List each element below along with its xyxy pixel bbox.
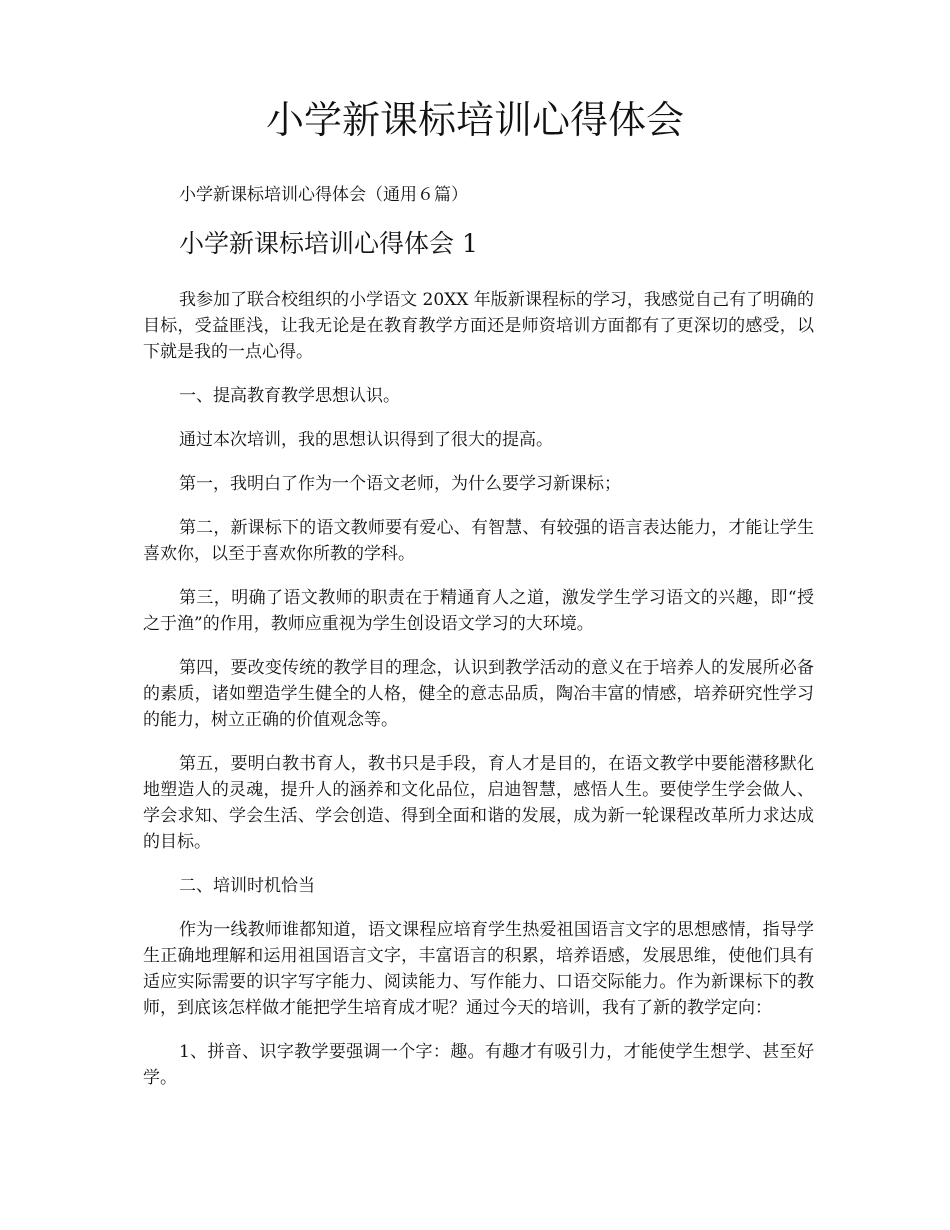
paragraph: 第一，我明白了作为一个语文老师，为什么要学习新课标；: [179, 474, 621, 494]
paragraph: 1、拼音、识字教学要强调一个字：趣。有趣才有吸引力，才能使学生想学、甚至好学。: [143, 1042, 814, 1088]
document-subtitle: 小学新课标培训心得体会（通用６篇）: [179, 185, 468, 205]
section-heading: 小学新课标培训心得体会 1: [179, 229, 478, 258]
paragraph: 第五，要明白教书育人，教书只是手段，育人才是目的，在语文教学中要能潜移默化地塑造人的灵魂，提升人的涵养和文化品位，启迪智慧，感悟人生。要使学生学会做人、学会求知、学会生活、学会创造、得到全面和谐的发展，成为新一轮课程改革所力求达成的目标。: [143, 754, 814, 852]
paragraph: 通过本次培训，我的思想认识得到了很大的提高。: [179, 430, 553, 450]
paragraph: 第三，明确了语文教师的职责在于精通育人之道，激发学生学习语文的兴趣，即“授之于渔”的作用，教师应重视为学生创设语文学习的大环境。: [143, 588, 814, 634]
document-body: [143, 287, 814, 1109]
document-title: 小学新课标培训心得体会: [265, 98, 684, 142]
paragraph: 作为一线教师谁都知道，语文课程应培育学生热爱祖国语言文字的思想感情，指导学生正确地理解和运用祖国语言文字，丰富语言的积累，培养语感，发展思维，使他们具有适应实际需要的识字写字能力、阅读能力、写作能力、口语交际能力。作为新课标下的教师，到底该怎样做才能把学生培育成才呢？通过今天的培训，我有了新的教学定向：: [143, 920, 814, 1018]
paragraph: 第二，新课标下的语文教师要有爱心、有智慧、有较强的语言表达能力，才能让学生喜欢你，以至于喜欢你所教的学科。: [143, 518, 814, 564]
paragraph: 我参加了联合校组织的小学语文 20XX 年版新课程标的学习，我感觉自己有了明确的目标，受益匪浅，让我无论是在教育教学方面还是师资培训方面都有了更深切的感受，以下就是我的一点心得。: [143, 290, 814, 362]
paragraph: 第四，要改变传统的教学目的理念，认识到教学活动的意义在于培养人的发展所必备的素质，诸如塑造学生健全的人格，健全的意志品质，陶冶丰富的情感，培养研究性学习的能力，树立正确的价值观念等。: [143, 658, 814, 730]
paragraph: 一、提高教育教学思想认识。: [179, 386, 400, 406]
paragraph: 二、培训时机恰当: [179, 876, 315, 896]
